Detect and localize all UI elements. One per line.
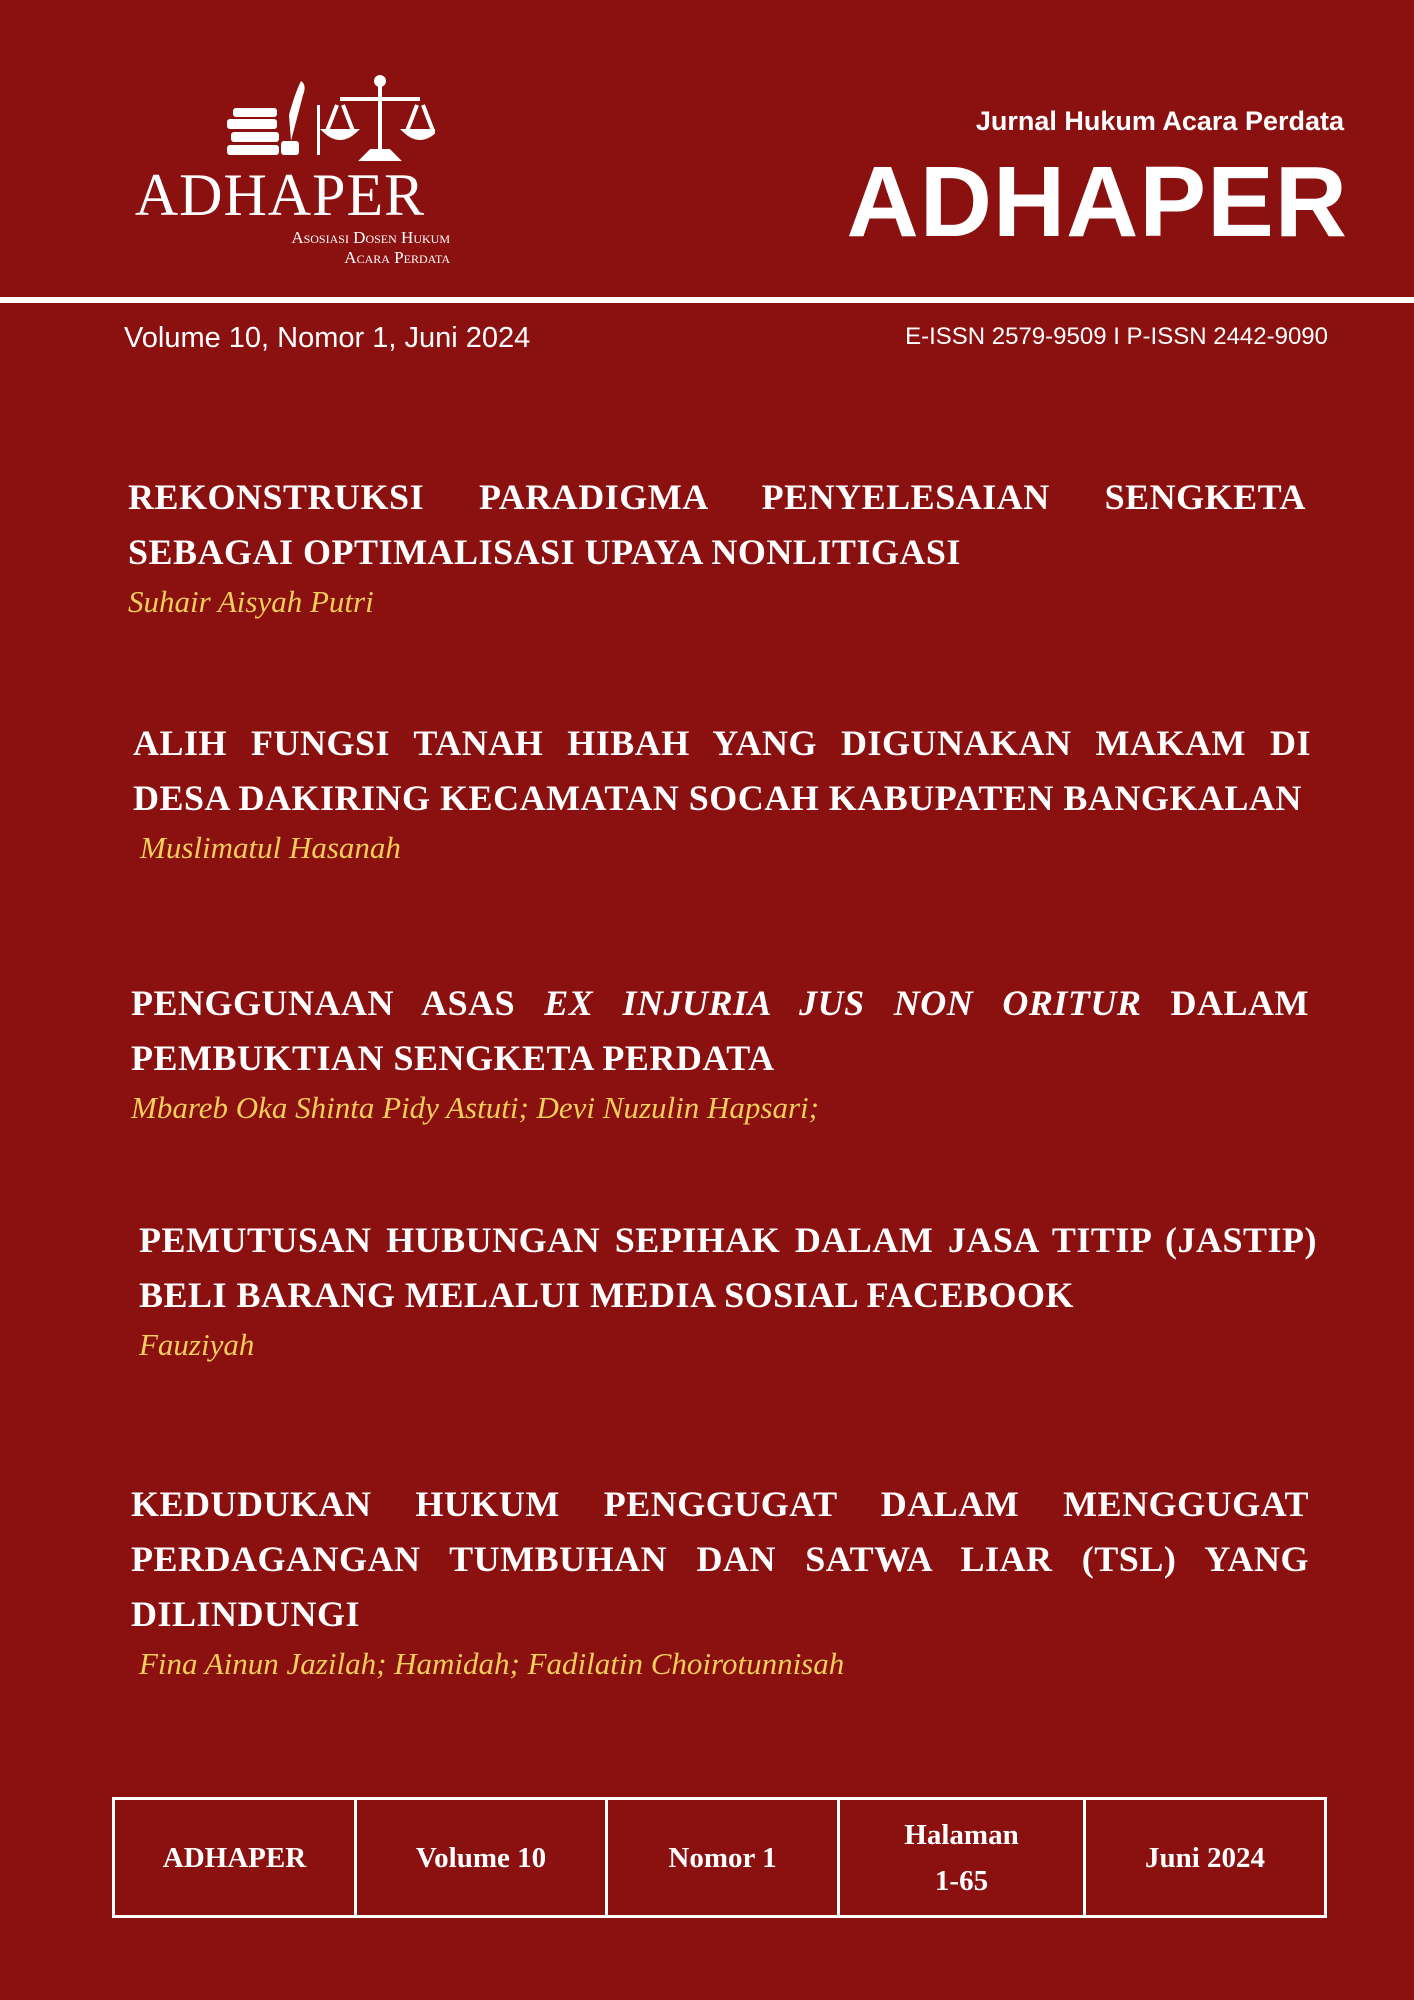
article-2 <box>133 716 1311 868</box>
article-authors: Fauziyah <box>139 1327 255 1362</box>
journal-subtitle: Jurnal Hukum Acara Perdata <box>975 106 1344 136</box>
article-title: PEMUTUSAN HUBUNGAN SEPIHAK DALAM JASA TITIP (JASTIP) BELI BARANG MELALUI MEDIA SOSIAL FACEBOOK <box>139 1220 1317 1315</box>
books-icon <box>227 108 279 155</box>
article-title: ALIH FUNGSI TANAH HIBAH YANG DIGUNAKAN MAKAM DI DESA DAKIRING KECAMATAN SOCAH KABUPATEN BANGKALAN <box>133 723 1311 818</box>
info-halaman-label: Halaman <box>904 1818 1019 1851</box>
article-title-latin-maxim: EX INJURIA JUS NON ORITUR <box>544 983 1142 1023</box>
article-authors: Suhair Aisyah Putri <box>128 584 374 619</box>
logo-subtitle-line2: Acara Perdata <box>344 248 450 267</box>
quill-icon <box>281 81 305 155</box>
article-title: REKONSTRUKSI PARADIGMA PENYELESAIAN SENGKETA SEBAGAI OPTIMALISASI UPAYA NONLITIGASI <box>128 477 1306 572</box>
issn-line: E-ISSN 2579-9509 I P-ISSN 2442-9090 <box>905 323 1328 350</box>
article-4 <box>139 1213 1317 1365</box>
info-cell-date: Juni 2024 <box>1144 1841 1266 1874</box>
info-cell-journal: ADHAPER <box>115 1800 357 1915</box>
article-authors: Muslimatul Hasanah <box>140 830 401 865</box>
article-title-part: PENGGUNAAN ASAS <box>131 983 545 1023</box>
info-cell-halaman <box>840 1800 1086 1915</box>
scales-icon <box>325 77 435 159</box>
issue-info-table <box>112 1797 1327 1918</box>
info-halaman-range: 1-65 <box>934 1864 989 1897</box>
logo-emblem-icon <box>225 75 435 165</box>
info-cell-volume: Volume 10 <box>357 1800 608 1915</box>
logo-subtitle <box>291 228 450 268</box>
article-authors: Mbareb Oka Shinta Pidy Astuti; Devi Nuzulin Hapsari; <box>131 1090 819 1125</box>
logo-wordmark: ADHAPER <box>134 162 426 228</box>
logo-subtitle-line1: Asosiasi Dosen Hukum <box>291 228 450 247</box>
article-1 <box>128 470 1306 622</box>
article-title <box>131 976 1309 1086</box>
article-authors: Fina Ainun Jazilah; Hamidah; Fadilatin Choirotunnisah <box>139 1646 845 1681</box>
info-cell-nomor: Nomor 1 <box>608 1800 840 1915</box>
article-3 <box>131 976 1309 1128</box>
article-title: KEDUDUKAN HUKUM PENGGUGAT DALAM MENGGUGAT PERDAGANGAN TUMBUHAN DAN SATWA LIAR (TSL) YANG DILINDUNGI <box>131 1484 1309 1634</box>
article-5 <box>131 1477 1309 1684</box>
header-divider <box>0 297 1414 303</box>
article-title-part: DALAM PEMBUKTIAN SENGKETA PERDATA <box>131 983 1310 1078</box>
journal-title: ADHAPER <box>846 146 1348 258</box>
adhaper-logo <box>110 75 450 275</box>
volume-line: Volume 10, Nomor 1, Juni 2024 <box>124 322 531 354</box>
